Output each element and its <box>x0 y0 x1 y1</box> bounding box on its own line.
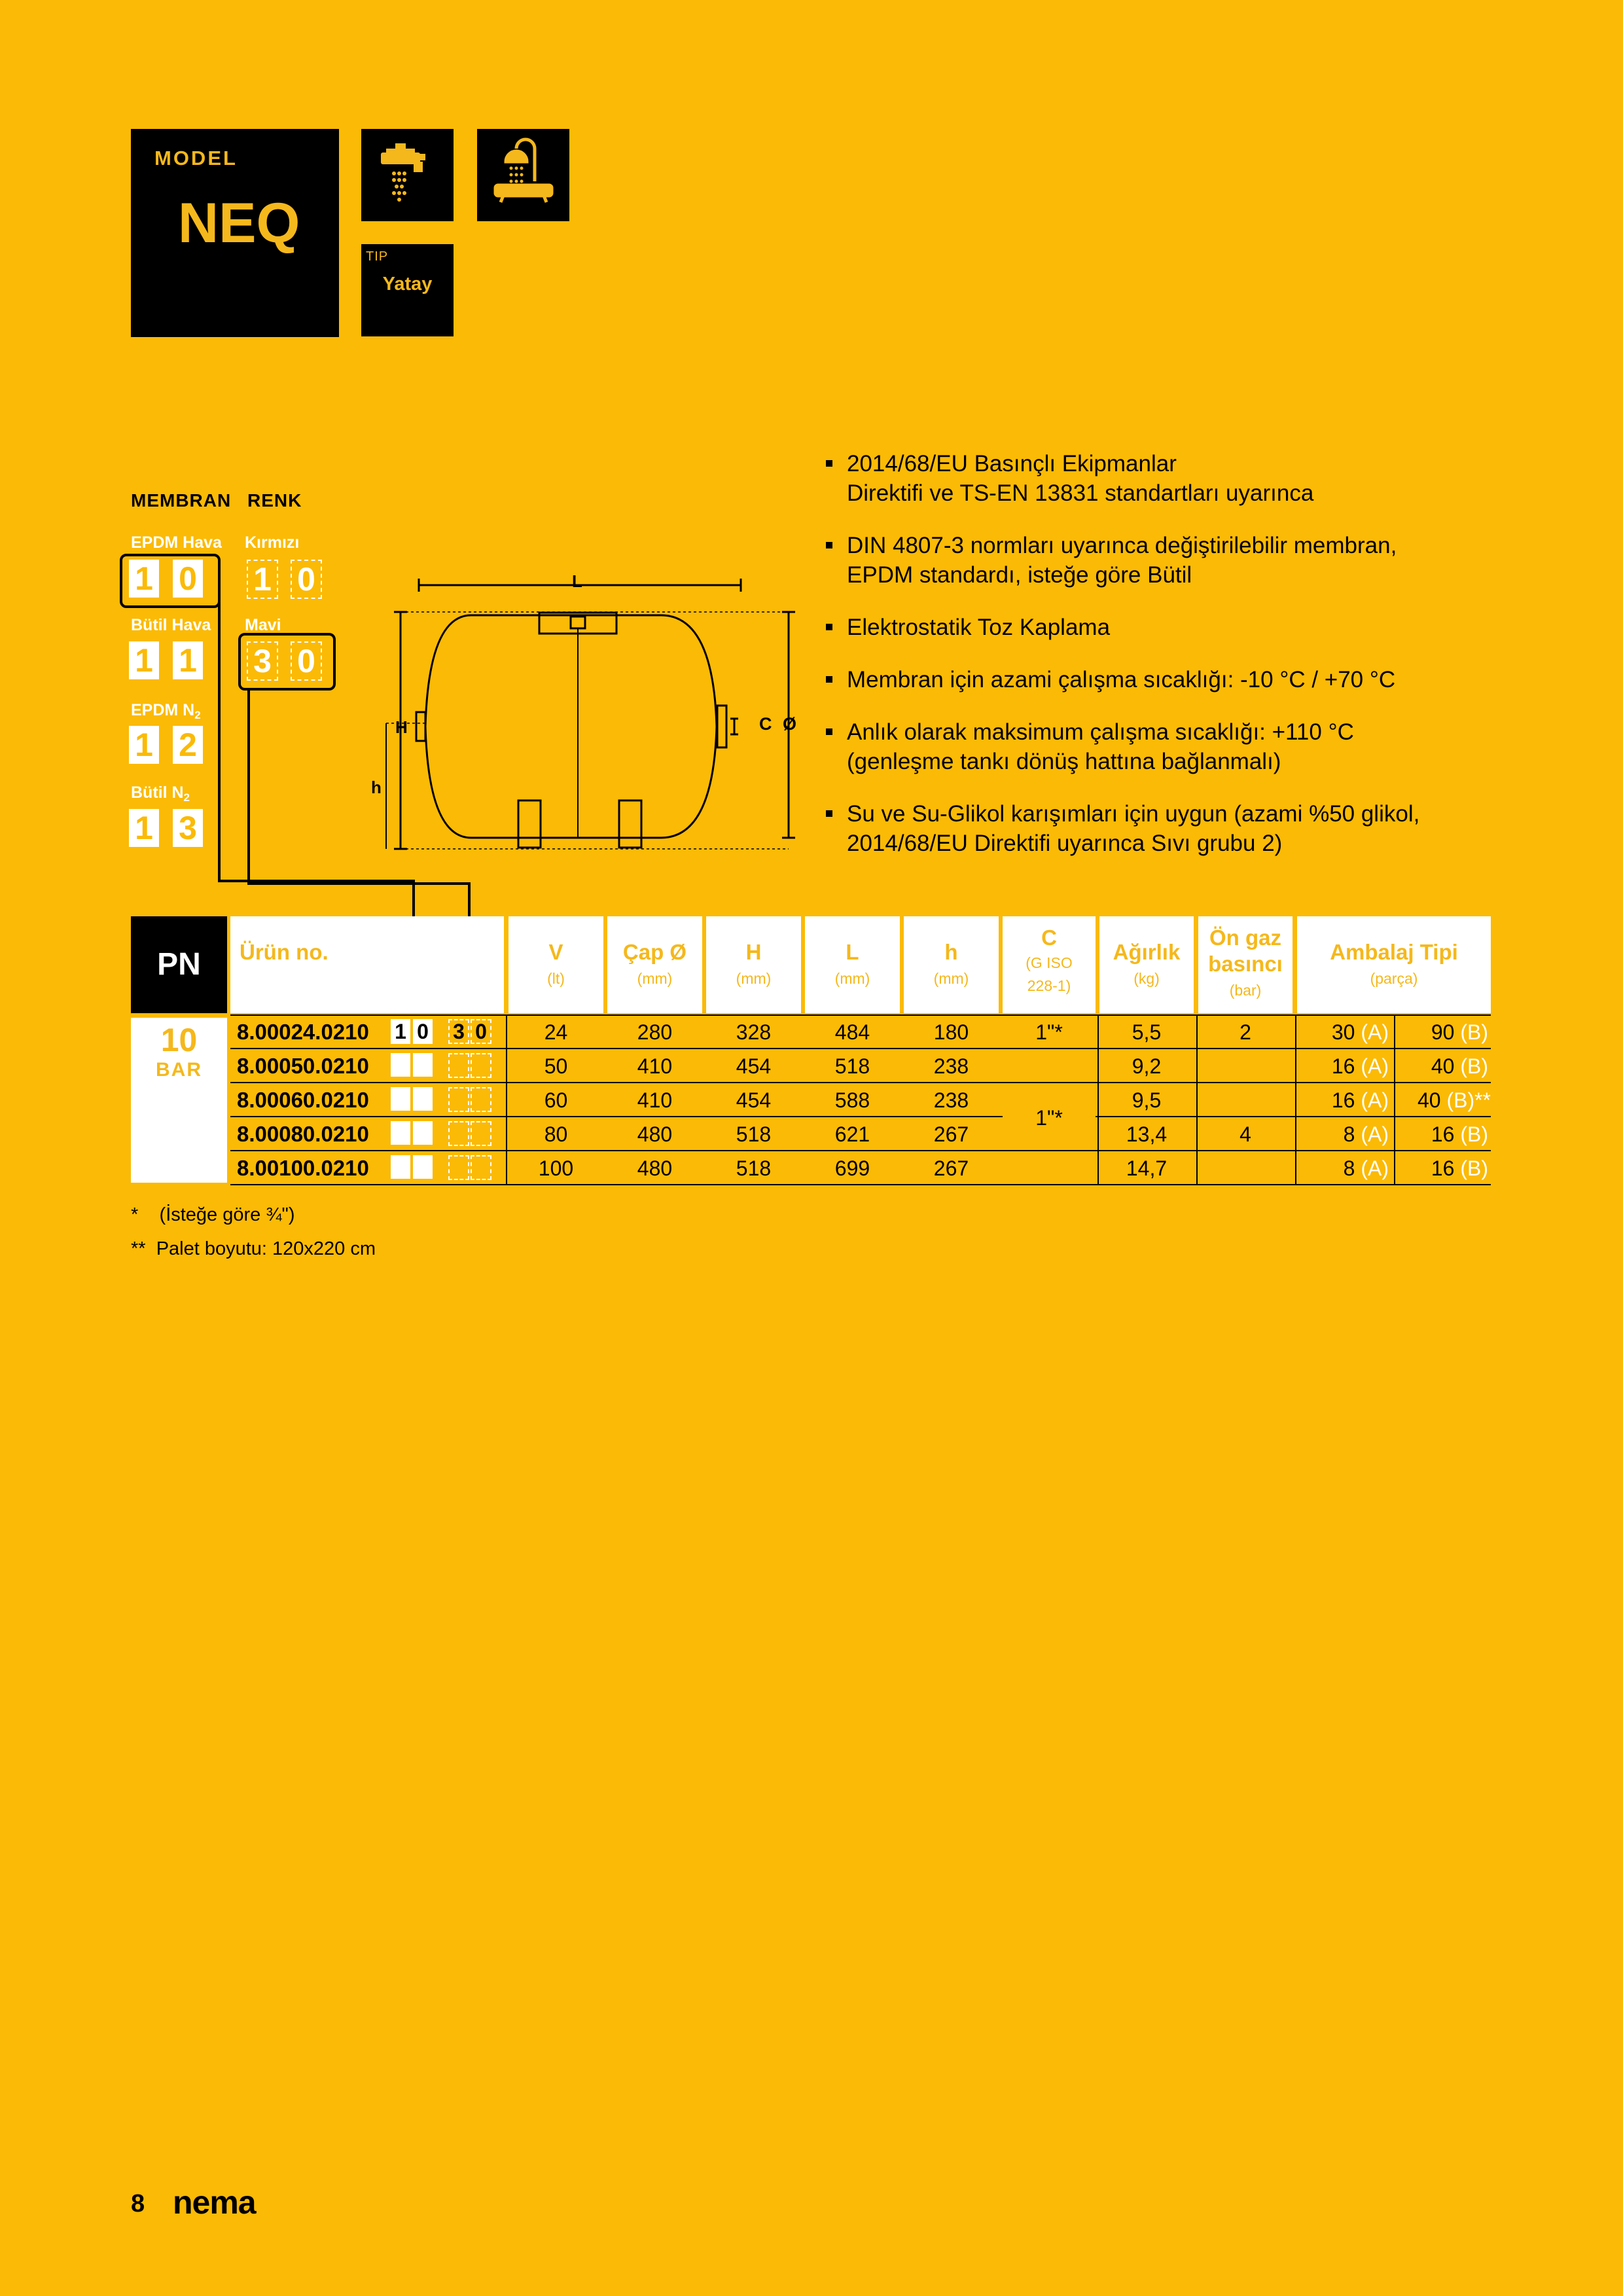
cell-L: 588 <box>834 1088 870 1112</box>
pn-value: 10 <box>160 1022 198 1058</box>
dim-label-h: h <box>371 778 382 797</box>
dim-label-diameter: Ø <box>783 714 797 734</box>
cell-ambalaj-b: 90 (B) <box>1431 1020 1488 1044</box>
cell-C: 1"* <box>1035 1020 1063 1044</box>
cell-agirlik: 9,2 <box>1132 1054 1162 1078</box>
cell-h: 238 <box>933 1088 969 1112</box>
th-L: L (mm) <box>805 916 900 1013</box>
code-digit: 1 <box>129 809 159 847</box>
cell-cap: 410 <box>637 1054 673 1078</box>
code-digit: 1 <box>391 1019 410 1044</box>
cell-H: 454 <box>736 1054 772 1078</box>
code-box <box>391 1121 410 1145</box>
cell-ongaz: 2 <box>1240 1020 1251 1044</box>
pn-header: PN <box>131 916 227 1013</box>
cell-ambalaj-b: 16 (B) <box>1431 1122 1488 1146</box>
membran-label-butil-hava: Bütil Hava <box>131 616 211 634</box>
cell-H: 454 <box>736 1088 772 1112</box>
th-ongaz: Ön gaz basıncı (bar) <box>1198 916 1293 1013</box>
cell-h: 267 <box>933 1122 969 1146</box>
cell-cap: 280 <box>637 1020 673 1044</box>
code-digit: 0 <box>413 1019 433 1044</box>
code-box <box>391 1053 410 1077</box>
renk-label-kirmizi: Kırmızı <box>245 533 300 552</box>
footnote: ** Palet boyutu: 120x220 cm <box>131 1238 376 1259</box>
code-box <box>413 1053 433 1077</box>
code-box <box>448 1155 469 1180</box>
feature-list <box>826 449 1500 881</box>
membran-header: MEMBRAN <box>131 490 232 511</box>
th-ambalaj: Ambalaj Tipi (parça) <box>1297 916 1491 1013</box>
code-digit: 1 <box>173 641 203 679</box>
code-digit: 3 <box>247 641 278 681</box>
cell-h: 267 <box>933 1157 969 1180</box>
cell-ambalaj-a: 16 (A) <box>1331 1088 1389 1112</box>
cell-cap: 480 <box>637 1122 673 1146</box>
th-cap: Çap Ø (mm) <box>607 916 702 1013</box>
code-digit: 0 <box>173 560 203 598</box>
cell-agirlik: 5,5 <box>1132 1020 1162 1044</box>
renk-label-mavi: Mavi <box>245 616 281 634</box>
cell-L: 621 <box>834 1122 870 1146</box>
membran-label-epdm-n2: EPDM $N_2$ <box>131 701 201 721</box>
model-name: NEQ <box>178 192 300 255</box>
dim-label-L: L <box>572 571 582 591</box>
cell-ongaz: 4 <box>1240 1122 1251 1146</box>
feature-item: Elektrostatik Toz Kaplama <box>826 613 1500 642</box>
cell-ambalaj-a: 16 (A) <box>1331 1054 1389 1078</box>
cell-L: 699 <box>834 1157 870 1180</box>
code-digit: 1 <box>129 726 159 764</box>
dim-label-H: H <box>395 717 408 737</box>
cell-C-group: 1"* <box>1003 1102 1096 1134</box>
th-agirlik: Ağırlık (kg) <box>1099 916 1194 1013</box>
cell-ambalaj-b: 40 (B)** <box>1417 1088 1491 1112</box>
th-urun-no: Ürün no. <box>230 916 504 1013</box>
code-box <box>471 1053 491 1078</box>
cell-agirlik: 13,4 <box>1126 1122 1168 1146</box>
cell-H: 518 <box>736 1157 772 1180</box>
feature-item: Membran için azami çalışma sıcaklığı: -10 °C / +70 °C <box>826 665 1500 694</box>
feature-item: DIN 4807-3 normları uyarınca değiştirilebilir membran, EPDM standardı, isteğe göre Bütil <box>826 531 1500 590</box>
page-number: 8 <box>131 2190 145 2217</box>
code-digit: 0 <box>291 560 322 599</box>
dim-label-C: C <box>759 714 772 734</box>
cell-agirlik: 14,7 <box>1126 1157 1168 1180</box>
cell-urun-no: 8.00050.0210 <box>237 1054 369 1078</box>
code-box <box>471 1087 491 1112</box>
cell-cap: 480 <box>637 1157 673 1180</box>
code-box <box>413 1121 433 1145</box>
model-label: MODEL <box>154 147 238 170</box>
code-digit: 1 <box>129 560 159 598</box>
code-digit: 3 <box>173 809 203 847</box>
cell-urun-no: 8.00024.0210 <box>237 1020 369 1044</box>
brand-logo: nema <box>173 2184 256 2221</box>
code-box <box>448 1053 469 1078</box>
table-col-sep <box>506 1014 507 1185</box>
renk-header: RENK <box>247 490 302 511</box>
code-box <box>391 1155 410 1179</box>
cell-v: 24 <box>544 1020 568 1044</box>
tip-label: TIP <box>366 249 389 264</box>
cell-h: 238 <box>933 1054 969 1078</box>
cell-v: 80 <box>544 1122 568 1146</box>
cell-ambalaj-a: 8 (A) <box>1343 1157 1389 1180</box>
code-box <box>413 1155 433 1179</box>
table-col-sep <box>1097 1014 1099 1185</box>
th-v: V (lt) <box>508 916 603 1013</box>
table-col-sep <box>1394 1014 1395 1185</box>
pn-unit: BAR <box>156 1059 202 1081</box>
code-digit: 0 <box>291 641 322 681</box>
code-digit: 0 <box>471 1019 491 1044</box>
code-box <box>413 1087 433 1111</box>
cell-ambalaj-b: 40 (B) <box>1431 1054 1488 1078</box>
cell-L: 484 <box>834 1020 870 1044</box>
feature-item: Su ve Su-Glikol karışımları için uygun (azami %50 glikol, 2014/68/EU Direktifi uyarınca Sıvı grubu 2) <box>826 799 1500 858</box>
feature-item: Anlık olarak maksimum çalışma sıcaklığı: +110 °C (genleşme tankı dönüş hattına bağlanmalı) <box>826 717 1500 776</box>
tank-technical-drawing <box>366 563 818 864</box>
code-box <box>391 1087 410 1111</box>
cell-urun-no: 8.00060.0210 <box>237 1088 369 1112</box>
cell-v: 100 <box>538 1157 574 1180</box>
cell-urun-no: 8.00100.0210 <box>237 1156 369 1180</box>
membran-label-epdm-hava: EPDM Hava <box>131 533 222 552</box>
cell-ambalaj-a: 8 (A) <box>1343 1122 1389 1146</box>
cell-ambalaj-b: 16 (B) <box>1431 1157 1488 1180</box>
code-box <box>448 1087 469 1112</box>
tip-value: Yatay <box>382 274 433 295</box>
feature-item: 2014/68/EU Basınçlı Ekipmanlar Direktifi ve TS-EN 13831 standartları uyarınca <box>826 449 1500 508</box>
th-H: H (mm) <box>706 916 801 1013</box>
code-digit: 1 <box>247 560 278 599</box>
cell-H: 328 <box>736 1020 772 1044</box>
th-C: C (G ISO 228-1) <box>1003 916 1096 1013</box>
cell-h: 180 <box>933 1020 969 1044</box>
code-box <box>471 1121 491 1146</box>
pn-value-box <box>131 1018 227 1183</box>
code-box <box>448 1121 469 1146</box>
code-box <box>471 1155 491 1180</box>
code-digit: 3 <box>448 1019 469 1044</box>
cell-agirlik: 9,5 <box>1132 1088 1162 1112</box>
code-digit: 2 <box>173 726 203 764</box>
cell-ambalaj-a: 30 (A) <box>1331 1020 1389 1044</box>
footnote: * (İsteğe göre ¾") <box>131 1204 295 1225</box>
code-digit: 1 <box>129 641 159 679</box>
cell-v: 60 <box>544 1088 568 1112</box>
cell-cap: 410 <box>637 1088 673 1112</box>
membran-label-butil-n2: Bütil $N_2$ <box>131 783 190 804</box>
cell-L: 518 <box>834 1054 870 1078</box>
th-h: h (mm) <box>904 916 999 1013</box>
cell-v: 50 <box>544 1054 568 1078</box>
table-col-sep <box>1196 1014 1198 1185</box>
cell-H: 518 <box>736 1122 772 1146</box>
cell-urun-no: 8.00080.0210 <box>237 1122 369 1146</box>
table-col-sep <box>1295 1014 1296 1185</box>
